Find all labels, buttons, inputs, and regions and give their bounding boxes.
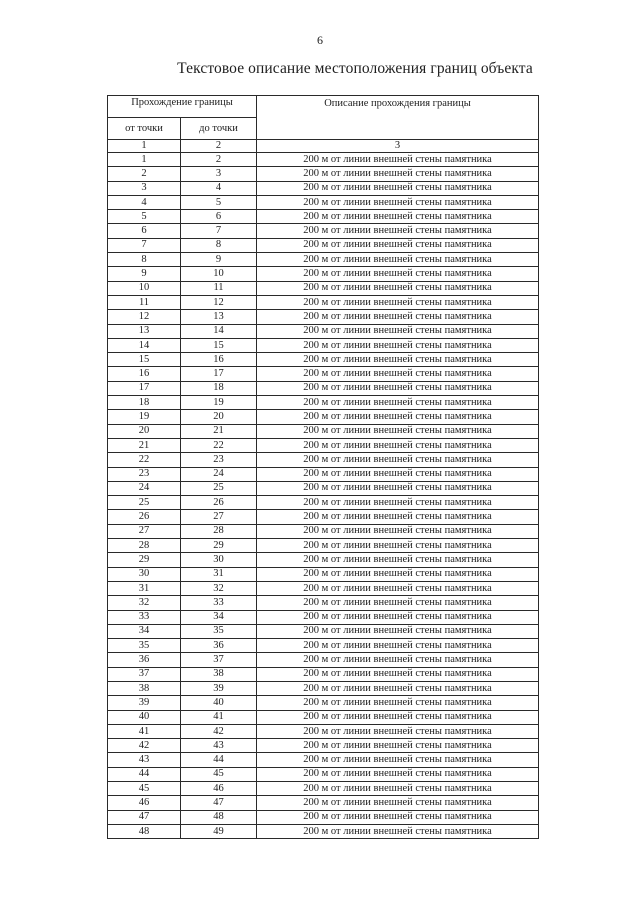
from-point-cell: 46 (108, 796, 181, 810)
from-point-cell: 7 (108, 238, 181, 252)
description-cell: 200 м от линии внешней стены памятника (257, 782, 539, 796)
column-number-row (108, 140, 539, 153)
from-point-cell: 44 (108, 767, 181, 781)
to-point-cell: 14 (181, 324, 257, 338)
table-row (108, 753, 539, 767)
to-point-cell: 34 (181, 610, 257, 624)
description-cell: 200 м от линии внешней стены памятника (257, 181, 539, 195)
table-row (108, 524, 539, 538)
table-row (108, 796, 539, 810)
table-row (108, 338, 539, 352)
table-row (108, 710, 539, 724)
to-point-cell: 6 (181, 210, 257, 224)
from-point-cell: 40 (108, 710, 181, 724)
description-cell: 200 м от линии внешней стены памятника (257, 210, 539, 224)
description-cell: 200 м от линии внешней стены памятника (257, 396, 539, 410)
description-cell: 200 м от линии внешней стены памятника (257, 710, 539, 724)
description-cell: 200 м от линии внешней стены памятника (257, 424, 539, 438)
description-cell: 200 м от линии внешней стены памятника (257, 810, 539, 824)
description-cell: 200 м от линии внешней стены памятника (257, 338, 539, 352)
description-cell: 200 м от линии внешней стены памятника (257, 367, 539, 381)
from-point-cell: 21 (108, 438, 181, 452)
table-row (108, 696, 539, 710)
description-cell: 200 м от линии внешней стены памятника (257, 353, 539, 367)
table-row (108, 438, 539, 452)
to-point-cell: 10 (181, 267, 257, 281)
to-point-cell: 27 (181, 510, 257, 524)
table-row (108, 653, 539, 667)
to-point-cell: 41 (181, 710, 257, 724)
to-point-cell: 4 (181, 181, 257, 195)
from-point-cell: 34 (108, 624, 181, 638)
to-point-cell: 35 (181, 624, 257, 638)
from-point-cell: 18 (108, 396, 181, 410)
from-point-cell: 15 (108, 353, 181, 367)
description-cell: 200 м от линии внешней стены памятника (257, 610, 539, 624)
to-point-cell: 40 (181, 696, 257, 710)
to-point-cell: 32 (181, 581, 257, 595)
description-cell: 200 м от линии внешней стены памятника (257, 153, 539, 167)
to-point-cell: 19 (181, 396, 257, 410)
to-point-cell: 39 (181, 681, 257, 695)
to-point-cell: 15 (181, 338, 257, 352)
to-point-cell: 29 (181, 539, 257, 553)
description-cell: 200 м от линии внешней стены памятника (257, 510, 539, 524)
to-point-cell: 49 (181, 824, 257, 838)
from-point-cell: 9 (108, 267, 181, 281)
description-cell: 200 м от линии внешней стены памятника (257, 696, 539, 710)
boundary-table (107, 95, 539, 839)
from-point-cell: 24 (108, 481, 181, 495)
description-cell: 200 м от линии внешней стены памятника (257, 524, 539, 538)
from-point-cell: 28 (108, 539, 181, 553)
from-point-cell: 14 (108, 338, 181, 352)
description-cell: 200 м от линии внешней стены памятника (257, 467, 539, 481)
from-point-cell: 37 (108, 667, 181, 681)
table-row (108, 253, 539, 267)
to-point-cell: 3 (181, 167, 257, 181)
to-point-cell: 42 (181, 724, 257, 738)
description-cell: 200 м от линии внешней стены памятника (257, 167, 539, 181)
from-point-cell: 41 (108, 724, 181, 738)
to-point-cell: 28 (181, 524, 257, 538)
from-point-cell: 16 (108, 367, 181, 381)
to-point-cell: 25 (181, 481, 257, 495)
table-row (108, 381, 539, 395)
table-row (108, 424, 539, 438)
document-title: Текстовое описание местоположения границ объекта (177, 60, 533, 77)
page-number: 6 (317, 33, 323, 47)
to-point-cell: 45 (181, 767, 257, 781)
description-cell: 200 м от линии внешней стены памятника (257, 667, 539, 681)
description-cell: 200 м от линии внешней стены памятника (257, 238, 539, 252)
table-row (108, 824, 539, 838)
table-row (108, 295, 539, 309)
to-point-cell: 12 (181, 295, 257, 309)
header-boundary-passage: Прохождение границы (108, 96, 257, 118)
to-point-cell: 17 (181, 367, 257, 381)
table-row (108, 224, 539, 238)
description-cell: 200 м от линии внешней стены памятника (257, 481, 539, 495)
table-row (108, 681, 539, 695)
to-point-cell: 33 (181, 596, 257, 610)
from-point-cell: 30 (108, 567, 181, 581)
from-point-cell: 35 (108, 639, 181, 653)
description-cell: 200 м от линии внешней стены памятника (257, 653, 539, 667)
to-point-cell: 11 (181, 281, 257, 295)
from-point-cell: 6 (108, 224, 181, 238)
from-point-cell: 17 (108, 381, 181, 395)
from-point-cell: 10 (108, 281, 181, 295)
from-point-cell: 31 (108, 581, 181, 595)
column-number: 3 (257, 140, 539, 153)
from-point-cell: 23 (108, 467, 181, 481)
column-number: 2 (181, 140, 257, 153)
description-cell: 200 м от линии внешней стены памятника (257, 267, 539, 281)
table-row (108, 567, 539, 581)
description-cell: 200 м от линии внешней стены памятника (257, 224, 539, 238)
from-point-cell: 38 (108, 681, 181, 695)
from-point-cell: 8 (108, 253, 181, 267)
table-row (108, 810, 539, 824)
from-point-cell: 5 (108, 210, 181, 224)
table-row (108, 367, 539, 381)
from-point-cell: 27 (108, 524, 181, 538)
from-point-cell: 48 (108, 824, 181, 838)
from-point-cell: 13 (108, 324, 181, 338)
to-point-cell: 23 (181, 453, 257, 467)
description-cell: 200 м от линии внешней стены памятника (257, 324, 539, 338)
from-point-cell: 4 (108, 195, 181, 209)
header-boundary-description: Описание прохождения границы (257, 96, 539, 140)
description-cell: 200 м от линии внешней стены памятника (257, 438, 539, 452)
to-point-cell: 37 (181, 653, 257, 667)
to-point-cell: 2 (181, 153, 257, 167)
table-row (108, 181, 539, 195)
table-row (108, 496, 539, 510)
table-row (108, 267, 539, 281)
to-point-cell: 31 (181, 567, 257, 581)
from-point-cell: 3 (108, 181, 181, 195)
from-point-cell: 42 (108, 739, 181, 753)
description-cell: 200 м от линии внешней стены памятника (257, 724, 539, 738)
header-to-point: до точки (181, 118, 257, 140)
from-point-cell: 1 (108, 153, 181, 167)
to-point-cell: 44 (181, 753, 257, 767)
description-cell: 200 м от линии внешней стены памятника (257, 739, 539, 753)
from-point-cell: 36 (108, 653, 181, 667)
description-cell: 200 м от линии внешней стены памятника (257, 410, 539, 424)
table-row (108, 724, 539, 738)
table-row (108, 639, 539, 653)
from-point-cell: 26 (108, 510, 181, 524)
header-from-point: от точки (108, 118, 181, 140)
to-point-cell: 24 (181, 467, 257, 481)
from-point-cell: 32 (108, 596, 181, 610)
to-point-cell: 18 (181, 381, 257, 395)
description-cell: 200 м от линии внешней стены памятника (257, 767, 539, 781)
table-header (108, 96, 539, 153)
from-point-cell: 43 (108, 753, 181, 767)
description-cell: 200 м от линии внешней стены памятника (257, 195, 539, 209)
description-cell: 200 м от линии внешней стены памятника (257, 567, 539, 581)
table-row (108, 153, 539, 167)
table-row (108, 510, 539, 524)
to-point-cell: 46 (181, 782, 257, 796)
table-row (108, 481, 539, 495)
from-point-cell: 45 (108, 782, 181, 796)
to-point-cell: 26 (181, 496, 257, 510)
table-row (108, 667, 539, 681)
description-cell: 200 м от линии внешней стены памятника (257, 753, 539, 767)
table-row (108, 624, 539, 638)
table-row (108, 324, 539, 338)
table-row (108, 581, 539, 595)
from-point-cell: 20 (108, 424, 181, 438)
from-point-cell: 22 (108, 453, 181, 467)
table-row (108, 410, 539, 424)
description-cell: 200 м от линии внешней стены памятника (257, 453, 539, 467)
from-point-cell: 19 (108, 410, 181, 424)
to-point-cell: 30 (181, 553, 257, 567)
to-point-cell: 47 (181, 796, 257, 810)
description-cell: 200 м от линии внешней стены памятника (257, 310, 539, 324)
to-point-cell: 20 (181, 410, 257, 424)
table-row (108, 195, 539, 209)
table-row (108, 238, 539, 252)
description-cell: 200 м от линии внешней стены памятника (257, 496, 539, 510)
table-row (108, 739, 539, 753)
from-point-cell: 12 (108, 310, 181, 324)
to-point-cell: 43 (181, 739, 257, 753)
from-point-cell: 2 (108, 167, 181, 181)
table-row (108, 396, 539, 410)
description-cell: 200 м от линии внешней стены памятника (257, 639, 539, 653)
to-point-cell: 36 (181, 639, 257, 653)
description-cell: 200 м от линии внешней стены памятника (257, 596, 539, 610)
table-row (108, 167, 539, 181)
description-cell: 200 м от линии внешней стены памятника (257, 681, 539, 695)
description-cell: 200 м от линии внешней стены памятника (257, 581, 539, 595)
to-point-cell: 21 (181, 424, 257, 438)
from-point-cell: 25 (108, 496, 181, 510)
description-cell: 200 м от линии внешней стены памятника (257, 553, 539, 567)
description-cell: 200 м от линии внешней стены памятника (257, 539, 539, 553)
from-point-cell: 47 (108, 810, 181, 824)
description-cell: 200 м от линии внешней стены памятника (257, 381, 539, 395)
table-body (108, 153, 539, 839)
to-point-cell: 38 (181, 667, 257, 681)
table-row (108, 210, 539, 224)
to-point-cell: 9 (181, 253, 257, 267)
description-cell: 200 м от линии внешней стены памятника (257, 624, 539, 638)
from-point-cell: 29 (108, 553, 181, 567)
to-point-cell: 5 (181, 195, 257, 209)
to-point-cell: 48 (181, 810, 257, 824)
description-cell: 200 м от линии внешней стены памятника (257, 824, 539, 838)
table-row (108, 596, 539, 610)
table-row (108, 782, 539, 796)
from-point-cell: 33 (108, 610, 181, 624)
table-row (108, 353, 539, 367)
description-cell: 200 м от линии внешней стены памятника (257, 281, 539, 295)
to-point-cell: 22 (181, 438, 257, 452)
from-point-cell: 39 (108, 696, 181, 710)
description-cell: 200 м от линии внешней стены памятника (257, 295, 539, 309)
to-point-cell: 7 (181, 224, 257, 238)
table-row (108, 467, 539, 481)
column-number: 1 (108, 140, 181, 153)
to-point-cell: 13 (181, 310, 257, 324)
table-row (108, 453, 539, 467)
table-row (108, 310, 539, 324)
table-row (108, 281, 539, 295)
description-cell: 200 м от линии внешней стены памятника (257, 796, 539, 810)
table-row (108, 553, 539, 567)
to-point-cell: 16 (181, 353, 257, 367)
description-cell: 200 м от линии внешней стены памятника (257, 253, 539, 267)
table-row (108, 610, 539, 624)
from-point-cell: 11 (108, 295, 181, 309)
table-row (108, 767, 539, 781)
to-point-cell: 8 (181, 238, 257, 252)
table-row (108, 539, 539, 553)
